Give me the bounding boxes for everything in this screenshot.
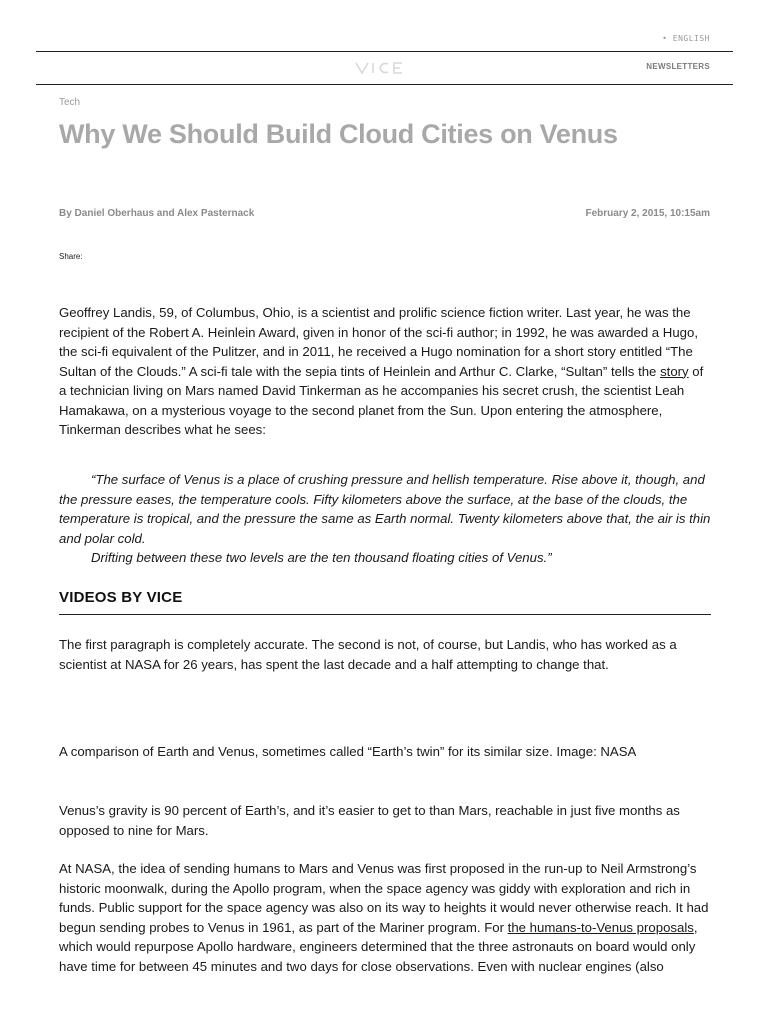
paragraph-landis: The first paragraph is completely accurate. The second is not, of course, but Landis, who has worked as a scientist at NASA for 26 years, has spent the last decade and a half attempting to change that. — [59, 637, 677, 672]
vice-logo[interactable] — [354, 61, 416, 75]
image-caption: A comparison of Earth and Venus, sometimes called “Earth’s twin” for its similar size. Image: NASA — [59, 744, 637, 759]
block-quote — [59, 470, 711, 568]
quote-line: Drifting between these two levels are the ten thousand floating cities of Venus.” — [91, 550, 552, 565]
story-link[interactable]: story — [660, 363, 689, 379]
paragraph-text: At NASA, the idea of sending humans to Mars and Venus was first proposed in the run-up to Neil Armstrong’s historic moonwalk, during the Apollo program, when the space agency was giddy with exploration and rich in funds. Public support for the space agency was also on its way to heights it would never otherwise reach. It had begun sending probes to Venus in 1961, as part of the Mariner program. For — [59, 861, 709, 935]
videos-heading: VIDEOS BY VICE — [59, 589, 183, 606]
header-bottom-rule — [36, 84, 733, 85]
header-top-rule — [36, 51, 733, 52]
publish-date: February 2, 2015, 10:15am — [585, 208, 710, 219]
videos-rule — [59, 614, 711, 615]
share-label: Share: — [59, 252, 83, 261]
paragraph-intro — [59, 303, 711, 440]
paragraph-text: of a technician living on Mars named David Tinkerman as he accompanies his secret crush, the scientist Leah Hamakawa, on a mysterious voyage to the second planet from the Sun. Upon entering the atmosphere, Tinkerman describes what he sees: — [59, 363, 704, 437]
paragraph-nasa — [59, 859, 711, 976]
article-title: Why We Should Build Cloud Cities on Venus — [59, 119, 618, 149]
quote-line: “The surface of Venus is a place of crushing pressure and hellish temperature. Rise above it, though, and the pressure eases, the temperature cools. Fifty kilometers above the surface, at the base of the clouds, the temperature is tropical, and the pressure the same as Earth normal. Twenty kilometers above that, the air is thin and polar cold. — [59, 472, 711, 546]
byline: By Daniel Oberhaus and Alex Pasternack — [59, 208, 255, 219]
paragraph-gravity: Venus’s gravity is 90 percent of Earth’s, and it’s easier to get to than Mars, reachable in just five months as opposed to nine for Mars. — [59, 803, 680, 838]
paragraph-text: , which would repurpose Apollo hardware, engineers determined that the three astronauts on board would only have time for between 45 minutes and two days for close observations. Even with nuclear engines (also — [59, 919, 698, 974]
language-selector[interactable]: • ENGLISH — [662, 34, 710, 43]
newsletters-link[interactable]: NEWSLETTERS — [646, 62, 710, 71]
proposals-link[interactable]: the humans-to-Venus proposals — [507, 919, 694, 935]
paragraph-text: Geoffrey Landis, 59, of Columbus, Ohio, is a scientist and prolific science fiction writer. Last year, he was the recipient of the Robert A. Heinlein Award, given in honor of the sci-fi author; in 1992, he was awarded a Hugo, the sci-fi equivalent of the Pulitzer, and in 2011, he received a Hugo nomination for a short story entitled “The Sultan of the Clouds.” A sci-fi tale with the sepia tints of Heinlein and Arthur C. Clarke, “Sultan” tells the — [59, 305, 698, 379]
section-label[interactable]: Tech — [59, 97, 81, 108]
